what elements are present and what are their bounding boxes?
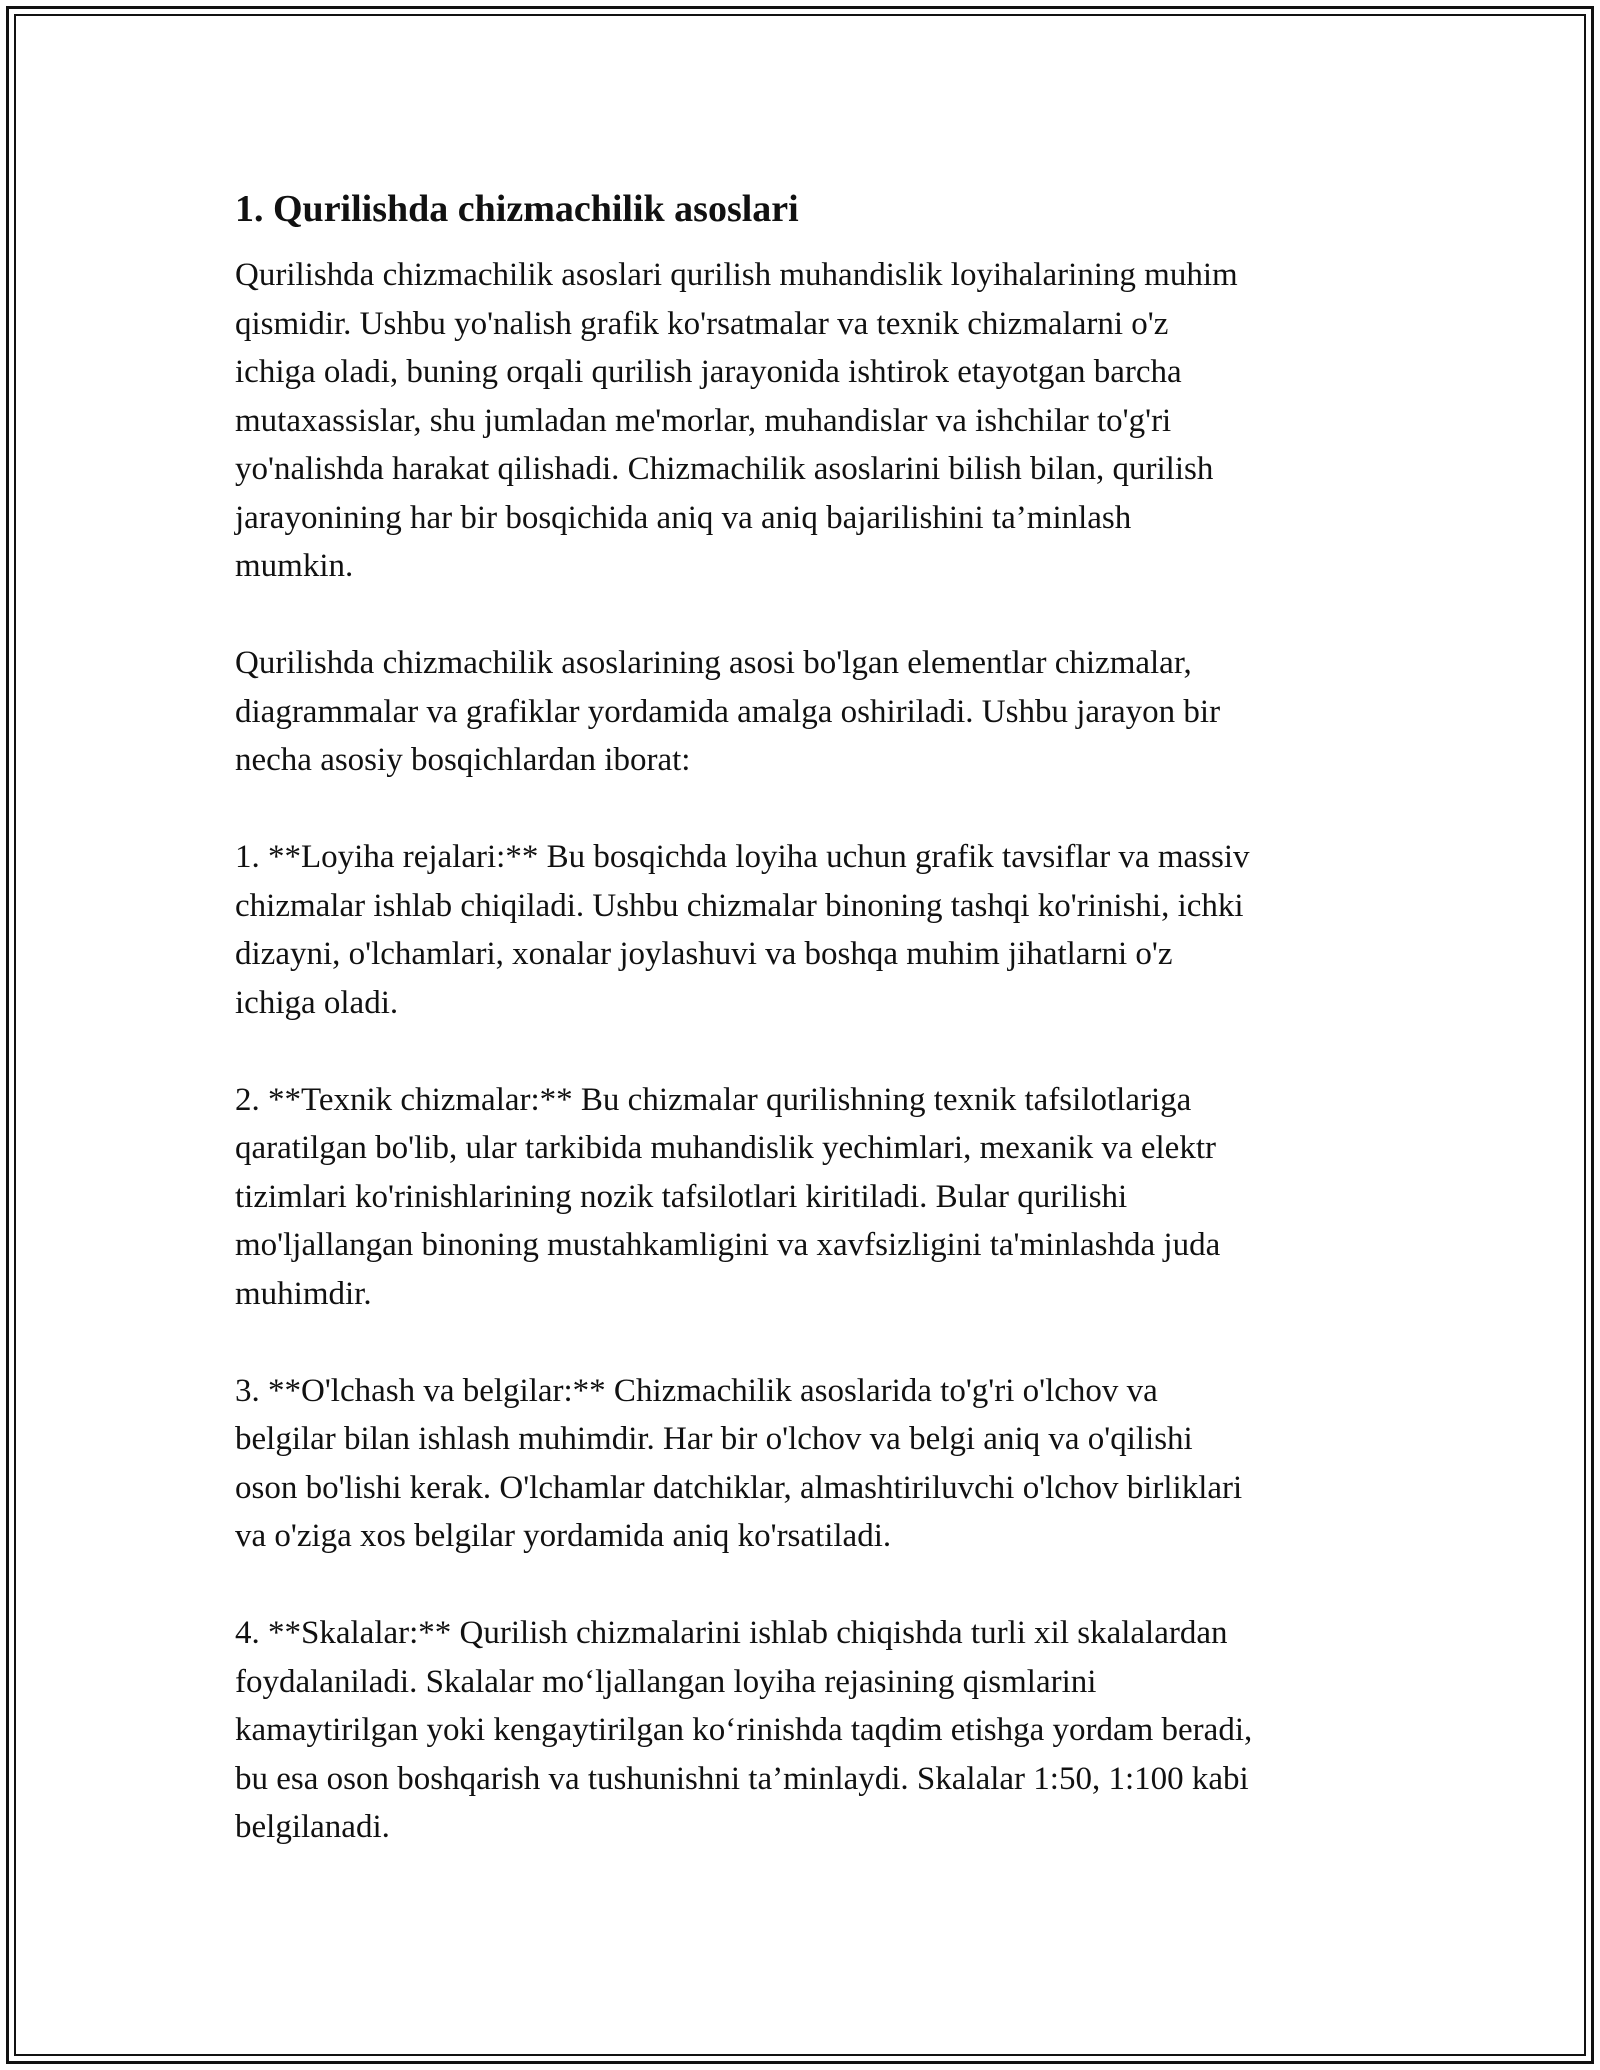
list-item-texnik-chizmalar: 2. **Texnik chizmalar:** Bu chizmalar qurilishning texnik tafsilotlariga qaratilgan bo'lib, ular tarkibida muhandislik yechimlari, mexanik va elektr tizimlari ko'rinishlarining nozik tafsilotlari kiritiladi. Bular qurilishi mo'ljallangan binoning mustahkamligini va xavfsizligini ta'minlashda juda muhimdir. xyxy=(235,1081,1221,1312)
list-item-loyiha-rejalari: 1. **Loyiha rejalari:** Bu bosqichda loyiha uchun grafik tavsiflar va massiv chizmalar ishlab chiqiladi. Ushbu chizmalar binoning tashqi ko'rinishi, ichki dizayni, o'lchamlari, xonalar joylashuvi va boshqa muhim jihatlarni o'z ichiga oladi. xyxy=(235,839,1250,1021)
section-heading: 1. Qurilishda chizmachilik asoslari xyxy=(235,188,799,230)
document-body xyxy=(235,185,1375,1852)
intro-paragraph: Qurilishda chizmachilik asoslari qurilish muhandislik loyihalarining muhim qismidir. Ushbu yo'nalish grafik ko'rsatmalar va texnik chizmalarni o'z ichiga oladi, buning orqali qurilish jarayonida ishtirok etayotgan barcha mutaxassislar, shu jumladan me'morlar, muhandislar va ishchilar to'g'ri yo'nalishda harakat qilishadi. Chizmachilik asoslarini bilish bilan, qurilish jarayonining har bir bosqichida aniq va aniq bajarilishini ta’minlash mumkin. xyxy=(235,257,1238,584)
list-item-olchash-va-belgilar: 3. **O'lchash va belgilar:** Chizmachilik asoslarida to'g'ri o'lchov va belgilar bilan ishlash muhimdir. Har bir o'lchov va belgi aniq va o'qilishi oson bo'lishi kerak. O'lchamlar datchiklar, almashtiriluvchi o'lchov birliklari va o'ziga xos belgilar yordamida aniq ko'rsatiladi. xyxy=(235,1372,1243,1554)
elements-paragraph: Qurilishda chizmachilik asoslarining asosi bo'lgan elementlar chizmalar, diagrammalar va grafiklar yordamida amalga oshiriladi. Ushbu jarayon bir necha asosiy bosqichlardan iborat: xyxy=(235,645,1221,778)
list-item-skalalar: 4. **Skalalar:** Qurilish chizmalarini ishlab chiqishda turli xil skalalardan foydalaniladi. Skalalar mo‘ljallangan loyiha rejasining qismlarini kamaytirilgan yoki kengaytirilgan ko‘rinishda taqdim etishga yordam beradi, bu esa oson boshqarish va tushunishni ta’minlaydi. Skalalar 1:50, 1:100 kabi belgilanadi. xyxy=(235,1615,1253,1845)
